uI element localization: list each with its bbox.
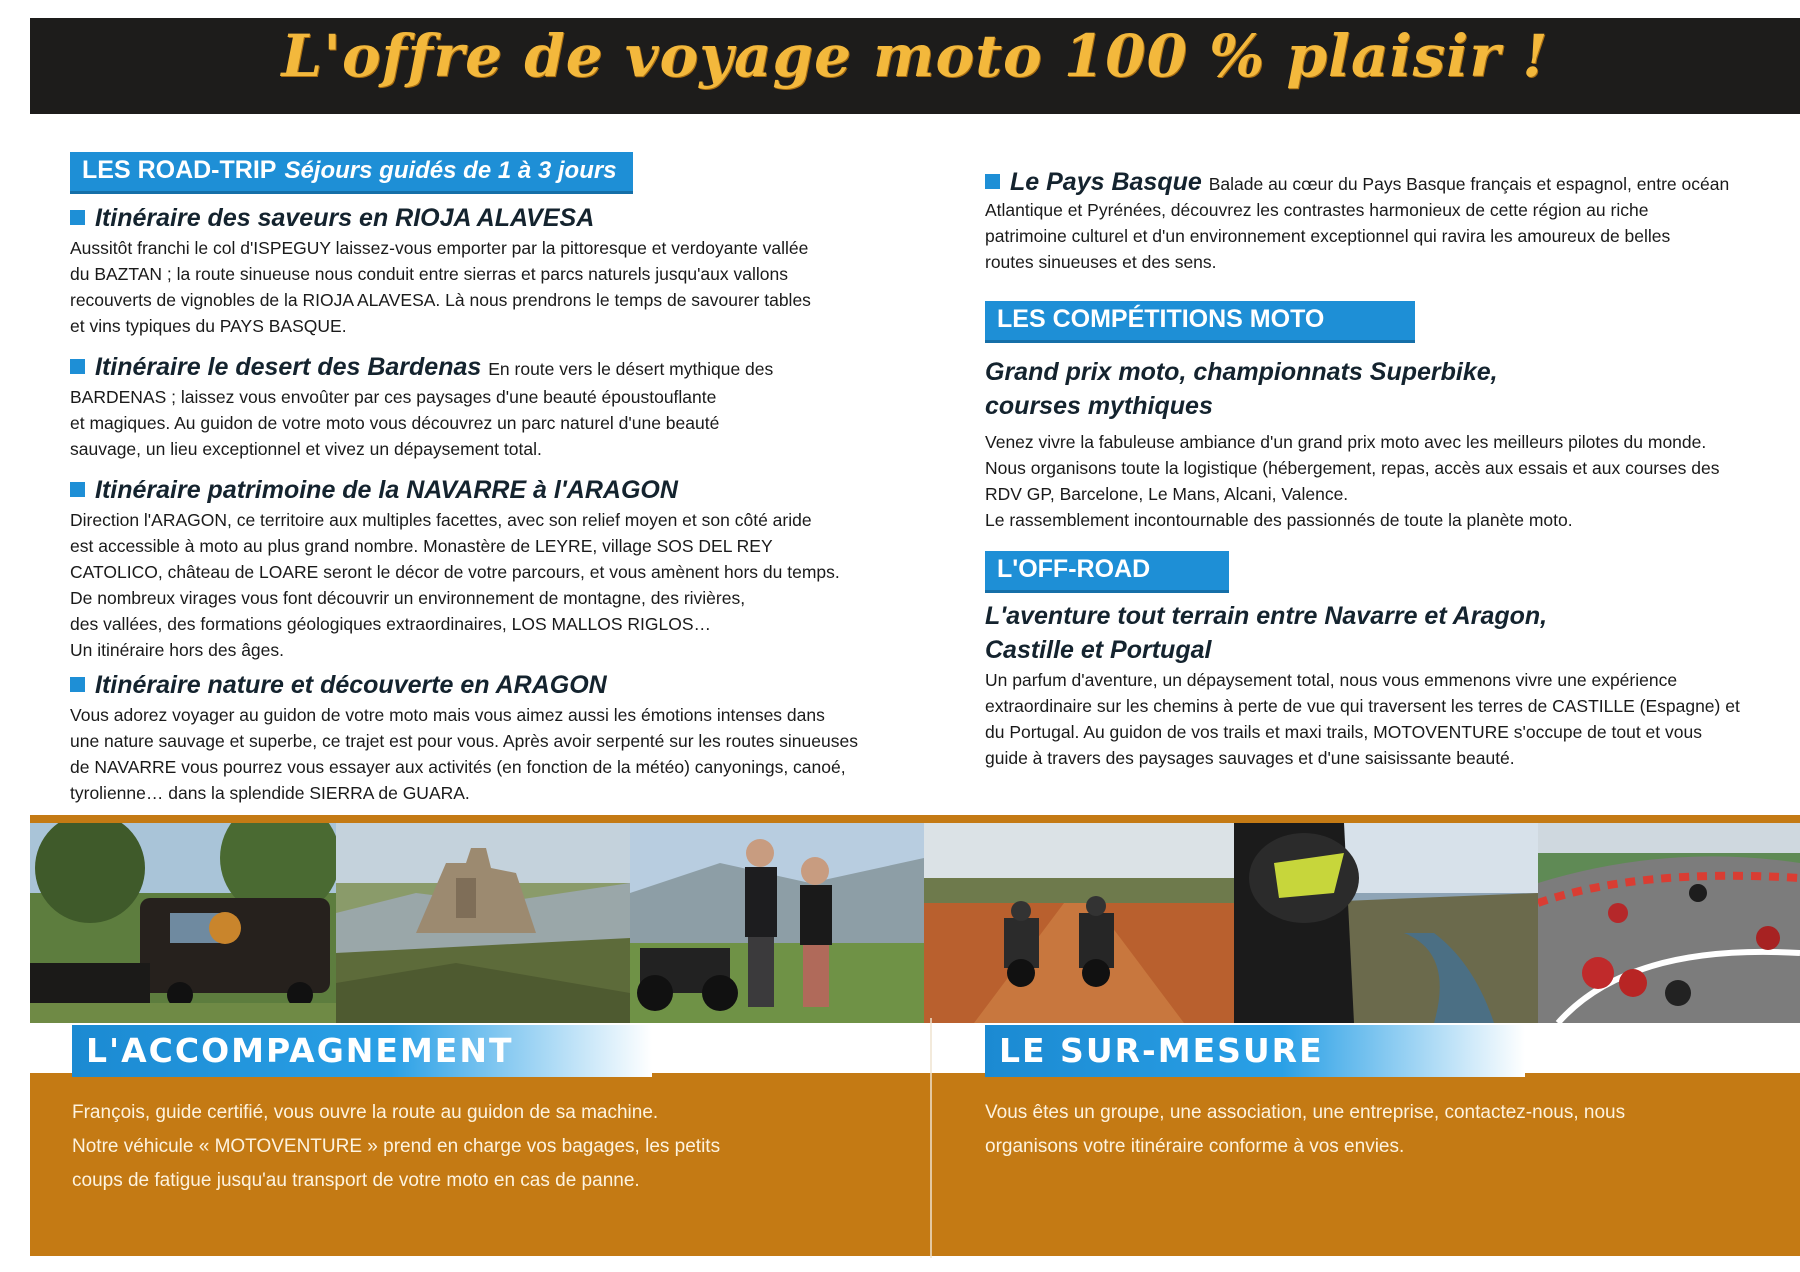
itinerary-title: Itinéraire nature et découverte en ARAGON — [70, 671, 900, 700]
road-trip-tab-subtitle: Séjours guidés de 1 à 3 jours — [284, 157, 617, 184]
pays-basque-item — [985, 168, 1775, 275]
itinerary-item — [70, 671, 900, 806]
pays-basque-description: Atlantique et Pyrénées, découvrez les contrastes harmonieux de cette région au riche patrimoine culturel et d'un environnement exceptionnel qui ravira les amoureux de belles routes sinueuses et des sens. — [985, 200, 1671, 272]
right-column — [985, 168, 1775, 771]
title-banner — [30, 18, 1800, 114]
photo-strip — [30, 815, 1800, 1023]
castle-landscape-photo — [336, 823, 630, 1023]
sur-mesure-tab: LE SUR-MESURE — [985, 1025, 1525, 1077]
itinerary-title: Itinéraire le desert des Bardenas En route vers le désert mythique des — [70, 353, 900, 382]
off-road-description: Un parfum d'aventure, un dépaysement total, nous vous emmenons vivre une expérience extraordinaire sur les chemins à perte de vue qui traversent les terres de CASTILLE (Espagne) et du Portugal. Au guidon de vos trails et maxi trails, MOTOVENTURE s'occupe de tout et vous guide à travers des paysages sauvages et d'une saisissante beauté. — [985, 670, 1740, 768]
fold-divider — [930, 1018, 932, 1258]
itinerary-description: Vous adorez voyager au guidon de votre moto mais vous aimez aussi les émotions intenses dans une nature sauvage et superbe, ce trajet est pour vous. Après avoir serpenté sur les routes sinueuses de NAVARRE vous pourrez vous essayer aux activités (en fonction de la météo) canyonings, canoé, tyrolienne… dans la splendide SIERRA de GUARA. — [70, 705, 858, 803]
competitions-tab: LES COMPÉTITIONS MOTO — [985, 301, 1415, 343]
riders-with-motorcycle-photo — [630, 823, 924, 1023]
off-road-tab: L'OFF-ROAD — [985, 551, 1229, 593]
square-bullet-icon — [70, 677, 85, 692]
competitions-subtitle: Grand prix moto, championnats Superbike, courses mythiques — [985, 358, 1498, 420]
itinerary-description: Direction l'ARAGON, ce territoire aux multiples facettes, avec son relief moyen et son côté aride est accessible à moto au plus grand nombre. Monastère de LEYRE, village SOS DEL REY CATOLICO, château de LOARE seront le décor de votre parcours, et vous amènent hors du temps. De nombreux virages vous font découvrir un environnement de montagne, des rivières, des vallées, des formations géologiques extraordinaires, LOS MALLOS RIGLOS… Un itinéraire hors des âges. — [70, 510, 840, 660]
accompagnement-tab: L'ACCOMPAGNEMENT — [72, 1025, 652, 1077]
helmet-canyon-photo — [1234, 823, 1538, 1023]
itinerary-item — [70, 204, 900, 339]
banner-title: L'offre de voyage moto 100 % plaisir ! — [281, 22, 1549, 90]
off-road-trail-photo — [924, 823, 1234, 1023]
road-trip-column — [70, 152, 900, 806]
itinerary-lead: En route vers le désert mythique des — [488, 359, 774, 379]
sur-mesure-text: Vous êtes un groupe, une association, une entreprise, contactez-nous, nous organisons votre itinéraire conforme à vos envies. — [985, 1102, 1626, 1157]
road-trip-tab — [70, 152, 633, 194]
itinerary-description: Aussitôt franchi le col d'ISPEGUY laissez-vous emporter par la pittoresque et verdoyante vallée du BAZTAN ; la route sinueuse nous conduit entre sierras et parcs naturels jusqu'aux vallons recouverts de vignobles de la RIOJA ALAVESA. Là nous prendrons le temps de savourer tables et vins typiques du PAYS BASQUE. — [70, 238, 811, 336]
pays-basque-lead: Balade au cœur du Pays Basque français et espagnol, entre océan — [1208, 174, 1730, 194]
itinerary-item — [70, 476, 900, 663]
competitions-description: Venez vivre la fabuleuse ambiance d'un grand prix moto avec les meilleurs pilotes du monde. Nous organisons toute la logistique (hébergement, repas, accès aux essais et aux courses des RDV GP, Barcelone, Le Mans, Alcani, Valence. Le rassemblement incontournable des passionnés de toute la planète moto. — [985, 432, 1720, 530]
itinerary-title: Itinéraire patrimoine de la NAVARRE à l'ARAGON — [70, 476, 900, 505]
off-road-subtitle: L'aventure tout terrain entre Navarre et Aragon, Castille et Portugal — [985, 602, 1548, 664]
pays-basque-title: Le Pays Basque Balade au cœur du Pays Basque français et espagnol, entre océan — [985, 168, 1775, 197]
itinerary-description: BARDENAS ; laissez vous envoûter par ces paysages d'une beauté époustouflante et magiques. Au guidon de votre moto vous découvrez un parc naturel d'une beauté sauvage, un lieu exceptionnel et vivez un dépaysement total. — [70, 387, 720, 459]
accompagnement-text: François, guide certifié, vous ouvre la route au guidon de sa machine. Notre véhicule « MOTOVENTURE » prend en charge vos bagages, les petits coups de fatigue jusqu'au transport de votre moto en cas de panne. — [72, 1102, 721, 1191]
itinerary-title: Itinéraire des saveurs en RIOJA ALAVESA — [70, 204, 900, 233]
square-bullet-icon — [70, 210, 85, 225]
van-and-motorcycles-photo — [30, 823, 336, 1023]
itinerary-item — [70, 353, 900, 462]
square-bullet-icon — [985, 174, 1000, 189]
square-bullet-icon — [70, 482, 85, 497]
race-track-photo — [1538, 823, 1800, 1023]
road-trip-tab-title: LES ROAD-TRIP — [82, 156, 277, 184]
square-bullet-icon — [70, 359, 85, 374]
